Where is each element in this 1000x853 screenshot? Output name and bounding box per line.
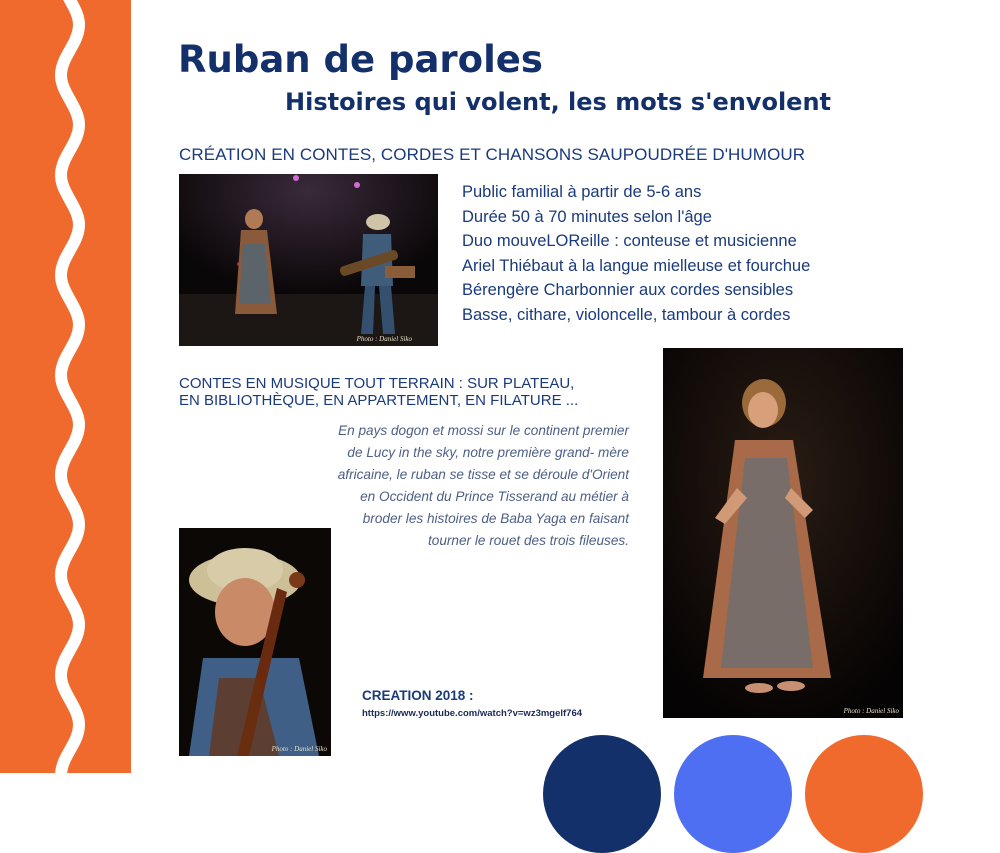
fact-item: Duo mouveLOReille : conteuse et musicienne — [462, 232, 797, 251]
decorative-wave-band — [0, 0, 131, 773]
pitch-line: de Lucy in the sky, notre première grand- mère — [347, 444, 629, 460]
duo-stage-photo — [179, 174, 438, 346]
youtube-video-link[interactable]: https://www.youtube.com/watch?v=wz3mgelf764 — [362, 708, 583, 719]
show-facts-list — [462, 180, 810, 328]
section-heading-creation: CRÉATION EN CONTES, CORDES ET CHANSONS SAUPOUDRÉE D'HUMOUR — [179, 145, 806, 164]
fact-item: Public familial à partir de 5-6 ans — [462, 183, 702, 201]
photo-credit: Photo : Daniel Siko — [843, 707, 899, 715]
pitch-line: broder les histoires de Baba Yaga en faisant — [362, 510, 629, 526]
cellist-photo — [179, 528, 331, 756]
fact-item: Bérengère Charbonnier aux cordes sensibles — [462, 281, 794, 300]
pitch-line: En pays dogon et mossi sur le continent premier — [338, 423, 629, 438]
decorative-circle-blue — [674, 735, 792, 853]
photo-credit: Photo : Daniel Siko — [356, 335, 412, 343]
heading-line: CONTES EN MUSIQUE TOUT TERRAIN : SUR PLATEAU, — [179, 375, 575, 392]
pitch-line: en Occident du Prince Tisserand au métier à — [360, 488, 629, 504]
page-title: Ruban de paroles — [178, 38, 543, 81]
heading-line: EN BIBLIOTHÈQUE, EN APPARTEMENT, EN FILATURE ... — [179, 392, 579, 409]
creation-year-label: CREATION 2018 : — [362, 688, 474, 703]
section-heading-venues — [179, 375, 578, 409]
fact-item: Ariel Thiébaut à la langue mielleuse et fourchue — [462, 256, 811, 275]
decorative-circle-orange — [805, 735, 923, 853]
photo-credit: Photo : Daniel Siko — [271, 745, 327, 753]
fact-item: Durée 50 à 70 minutes selon l'âge — [462, 207, 712, 226]
decorative-circle-navy — [543, 735, 661, 853]
storyteller-photo — [663, 348, 903, 718]
pitch-line: africaine, le ruban se tisse et se déroule d'Orient — [337, 466, 629, 482]
page-subtitle: Histoires qui volent, les mots s'envolent — [285, 88, 831, 116]
pitch-line: tourner le rouet des trois fileuses. — [428, 532, 629, 548]
fact-item: Basse, cithare, violoncelle, tambour à cordes — [462, 305, 791, 324]
